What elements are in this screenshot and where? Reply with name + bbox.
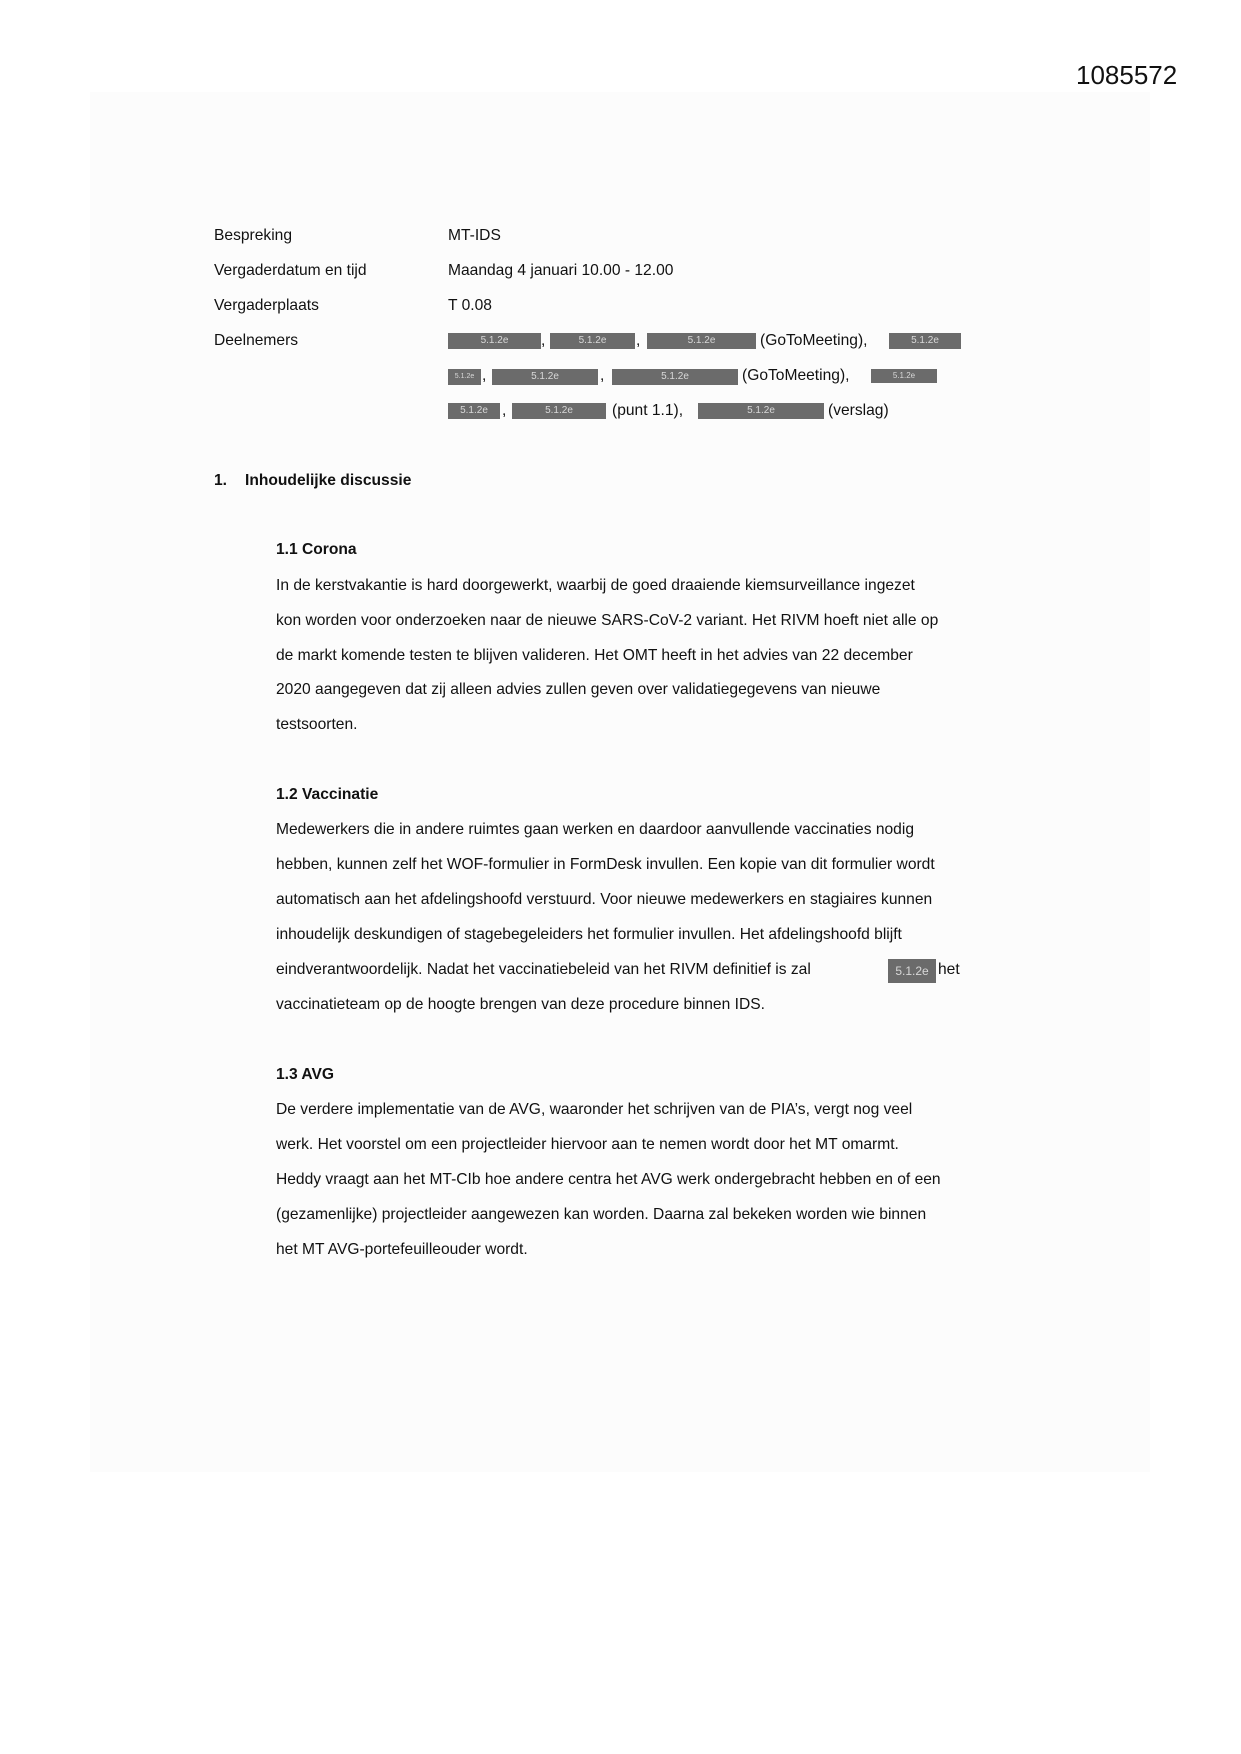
value-plaats: T 0.08 — [448, 297, 492, 314]
paragraph-line: testsoorten. — [276, 716, 358, 733]
paragraph-line: (gezamenlijke) projectleider aangewezen kan worden. Daarna zal bekeken worden wie binnen — [276, 1206, 927, 1223]
redaction: 5.1.2e — [448, 403, 500, 419]
paragraph-line: eindverantwoordelijk. Nadat het vaccinatiebeleid van het RIVM definitief is zal — [276, 961, 811, 978]
label-plaats: Vergaderplaats — [214, 297, 319, 314]
subsection-title-vaccinatie: 1.2 Vaccinatie — [276, 786, 379, 803]
label-bespreking: Bespreking — [214, 227, 293, 244]
redaction: 5.1.2e — [492, 369, 598, 385]
redaction: 5.1.2e — [550, 333, 635, 349]
comma: , — [636, 332, 641, 349]
paragraph-line: het MT AVG-portefeuilleouder wordt. — [276, 1241, 528, 1258]
redaction: 5.1.2e — [612, 369, 738, 385]
verslag-note: (verslag) — [828, 402, 889, 419]
paragraph-line: inhoudelijk deskundigen of stagebegeleiders het formulier invullen. Het afdelingshoofd blijft — [276, 926, 902, 943]
gotomeeting-note: (GoToMeeting), — [760, 332, 868, 349]
comma: , — [502, 402, 507, 419]
label-datum: Vergaderdatum en tijd — [214, 262, 367, 279]
paragraph-line: In de kerstvakantie is hard doorgewerkt, waarbij de goed draaiende kiemsurveillance ingezet — [276, 577, 915, 594]
redaction: 5.1.2e — [512, 403, 606, 419]
paragraph-line: automatisch aan het afdelingshoofd verstuurd. Voor nieuwe medewerkers en stagiaires kunnen — [276, 891, 933, 908]
punt-note: (punt 1.1), — [612, 402, 684, 419]
redaction: 5.1.2e — [888, 959, 936, 983]
comma: , — [600, 367, 605, 384]
redaction: 5.1.2e — [871, 369, 937, 383]
section-number: 1. — [214, 472, 228, 489]
label-deelnemers: Deelnemers — [214, 332, 299, 349]
paragraph-line: kon worden voor onderzoeken naar de nieuwe SARS-CoV-2 variant. Het RIVM hoeft niet alle op — [276, 612, 939, 629]
paragraph-line: Heddy vraagt aan het MT-CIb hoe andere centra het AVG werk ondergebracht hebben en of een — [276, 1171, 941, 1188]
paragraph-line: De verdere implementatie van de AVG, waaronder het schrijven van de PIA’s, vergt nog veel — [276, 1101, 913, 1118]
paragraph-word: het — [938, 961, 960, 978]
paragraph-line: de markt komende testen te blijven valideren. Het OMT heeft in het advies van 22 december — [276, 647, 913, 664]
paragraph-line: werk. Het voorstel om een projectleider hiervoor aan te nemen wordt door het MT omarmt. — [276, 1136, 899, 1153]
gotomeeting-note: (GoToMeeting), — [742, 367, 850, 384]
value-bespreking: MT-IDS — [448, 227, 501, 244]
subsection-title-avg: 1.3 AVG — [276, 1066, 335, 1083]
section-title: Inhoudelijke discussie — [245, 472, 412, 489]
comma: , — [482, 367, 487, 384]
redaction: 5.1.2e — [448, 369, 481, 385]
redaction: 5.1.2e — [647, 333, 756, 349]
paragraph-line: vaccinatieteam op de hoogte brengen van deze procedure binnen IDS. — [276, 996, 765, 1013]
paragraph-line: Medewerkers die in andere ruimtes gaan werken en daardoor aanvullende vaccinaties nodig — [276, 821, 914, 838]
document-number: 1085572 — [1076, 60, 1178, 90]
redaction: 5.1.2e — [698, 403, 824, 419]
value-datum: Maandag 4 januari 10.00 - 12.00 — [448, 262, 674, 279]
comma: , — [541, 332, 546, 349]
redaction: 5.1.2e — [448, 333, 541, 349]
subsection-title-corona: 1.1 Corona — [276, 541, 357, 558]
paragraph-line: hebben, kunnen zelf het WOF-formulier in FormDesk invullen. Een kopie van dit formulier wordt — [276, 856, 935, 873]
redaction: 5.1.2e — [889, 333, 961, 349]
paragraph-line: 2020 aangegeven dat zij alleen advies zullen geven over validatiegegevens van nieuwe — [276, 681, 881, 698]
